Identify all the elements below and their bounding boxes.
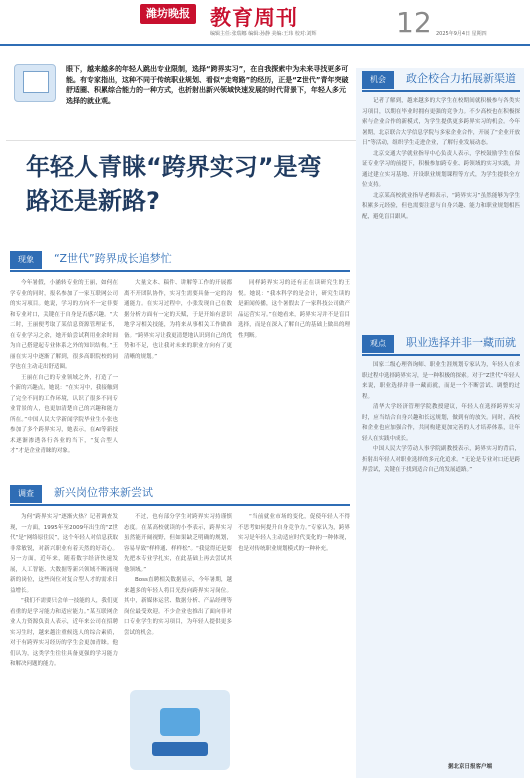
paragraph: 国家二级心理咨询师、职业生涯规划专家认为，年轻人在求职过程中选择跨界实习，是一种积极的探索。对于“Z世代”年轻人来说，职业选择并非一藏而就，而是一个不断尝试、调整的过程。 [362, 362, 520, 400]
column-text [124, 278, 232, 446]
section-title: 教育周刊 [210, 6, 298, 30]
paragraph: 不过，也有部分学生对跨界实习持谨慎态度。在某高校就读的小李表示，跨界实习虽然能开阔视野，但如果缺乏明确的规划，容易导致“样样通、样样松”。“我觉得还是要先把本专业学扎实，在此基础上再去尝试其他领域。” [124, 514, 232, 573]
section-header-viewpoint [362, 334, 516, 352]
column-text [238, 278, 350, 446]
section-rule [10, 504, 350, 506]
column-text [238, 512, 350, 774]
paragraph: 今年暑假，小涵转专业的王丽，如何在学专业的同时，报名参加了一家互联网公司的实习项目。她说，学习的方向不一定非要和专业对口，关键在于自身是否感兴趣。“大二时，王丽便考取了某信息资源管理证书，在专业学习之余，她开始尝试利用业余时间为自己搭建起专业体系之外的知识结构。”王丽在实习中逐渐了解到，很多高职院校的同学也在主动走出舒适圈。 [10, 280, 118, 370]
source-credit: 据北京日报客户端 [448, 764, 493, 770]
newspaper-logo: 潍坊晚报 [140, 4, 196, 24]
intro-block [6, 56, 356, 136]
section-tag: 机会 [362, 71, 394, 89]
page-number: 12 [396, 6, 432, 39]
paragraph: 为何“跨界实习”逐渐火热？记者调查发现，一方面，1995年至2009年出生的“Z世代”是“网络原住民”，这个年轻人对信息获取非常敏锐，对新兴职业有着天然的好奇心。另一方面，近年来，随着数字经济快速发展，人工智能、大数据等新兴领域不断涌现新的岗位，这些岗位对复合型人才的需求日益增长。 [10, 514, 118, 594]
people-illustration-icon [130, 690, 230, 770]
masthead [0, 0, 530, 46]
illustration [130, 690, 230, 770]
paragraph: 大量文本、稿件、讲解等工作的开展都离不开团队协作，实习生需要具备一定的沟通能力。在实习过程中，小张发现自己在数据分析方面有一定的天赋，于是开始有意识地学习相关技能，为将来从事相关工作做准备。“跨界实习让我更清楚地认识到自己的优势和不足，也让我对未来的职业方向有了更清晰的规划。” [124, 280, 232, 360]
divider [6, 140, 356, 141]
document-illustration-icon [14, 64, 56, 102]
editor-meta: 编辑主任:张瑞娜 编辑:孙静 美编:王玮 校对:刘辉 [210, 31, 317, 37]
intro-text: 眼下，越来越多的年轻人跳出专业限制，选择“跨界实习”，在自我探索中为未来寻找更多可能。有专家指出，这种不同于传统职业规划、看似“走弯路”的经历，正是“Z世代”青年突破舒适圈、积累综合能力的一种方式，也折射出新兴领域快速发展的时代背景下，年轻人多元选择的就业观。 [66, 65, 349, 105]
paragraph: 清华大学经济管理学院教授建议，年轻人在选择跨界实习时，应当结合自身兴趣和长远规划，做到有的放矢。同时，高校和企业也应加强合作，共同构建更加完善的人才培养体系，让年轻人在实践中成长。 [362, 404, 520, 442]
column-text [10, 278, 118, 454]
column-text [124, 512, 232, 687]
paragraph: 中国人民大学劳动人事学院副教授表示，跨界实习的背后，折射出年轻人对职业选择的多元化追求。“无论是专业对口还是跨界尝试，关键在于找到适合自己的发展道路。” [362, 446, 520, 473]
section-tag: 观点 [362, 335, 394, 353]
section-title-survey: 新兴岗位带来新尝试 [54, 486, 153, 499]
paragraph: 北京交通大学就业指导中心负责人表示，学校鼓励学生在保证专业学习的前提下，积极参加跨专业、跨领域的实习实践，并通过建立实习基地、开设职业规划课程等方式，为学生提供全方位支持。 [362, 150, 520, 188]
section-tag: 现象 [10, 251, 42, 269]
section-rule [362, 90, 520, 92]
section-title-phenomenon: “Z世代”跨界成长追梦忙 [54, 252, 172, 265]
section-rule [10, 270, 350, 272]
section-title-opportunity: 政企校合力拓展新渠道 [406, 72, 516, 85]
section-header-phenomenon [10, 250, 172, 268]
column-text [10, 512, 118, 774]
section-tag: 调查 [10, 485, 42, 503]
paragraph: 北京某高校就业指导老师表示，“跨界实习”虽然能够为学生积累多元经验，但也需要注意与自身兴趣、能力和职业规划相匹配，避免盲目跟风。 [362, 192, 520, 220]
paragraph: “当前就业市场的变化，促使年轻人不得不思考如何提升自身竞争力。”专家认为，跨界实习是年轻人主动适应时代变化的一种体现，也是对传统职业规划模式的一种补充。 [238, 514, 350, 552]
issue-date: 2025年9月4日 星期四 [436, 31, 487, 37]
section-header-opportunity [362, 70, 516, 88]
section-header-survey [10, 484, 153, 502]
paragraph: 同样跨界实习的还有正在读研究生的王悦。她说：“我本科学的是会计，研究生读的是新闻传播，这个暑假去了一家科技公司做产品运营实习。”在她看来，跨界实习并不是盲目选择，而是在深入了解自己的基础上做出的理性判断。 [238, 280, 350, 339]
paragraph: Boss直聘相关数据显示，今年暑期，越来越多的年轻人将目光投向跨界实习岗位。其中，新媒体运营、数据分析、产品经理等岗位最受欢迎。不少企业也推出了面向非对口专业学生的实习项目，为年轻人提供更多尝试的机会。 [124, 577, 232, 636]
paragraph: 记者了解到，越来越多的大学生在校期间就积极参与各类实习项目，以期在毕业时拥有更强的竞争力。不少高校也在积极探索与企业合作的新模式，为学生提供更多跨界实习的机会。今年暑期，北京联合大学信息学院与多家企业合作，开展了“企业开放日”等活动，组织学生走进企业，了解行业发展动态。 [362, 98, 520, 146]
headline: 年轻人青睐“跨界实习”是弯路还是新路? [26, 153, 322, 215]
paragraph: 王丽在自己的专业领域之外，打造了一个新的兴趣点，她说：“在实习中，我接触到了完全不同的工作环境，认识了很多不同专业背景的人，也更加清楚自己的兴趣和能力所在。”中国人民大学新闻学院毕业生小张也参加了多个跨界实习，她表示，在AI等新技术逐渐渗透各行各业的当下，“复合型人才”才是企业青睐的对象。 [10, 374, 118, 454]
paragraph: “我们不需要只会单一技能的人，我们更看重的是学习能力和适应能力。”某互联网企业人力资源负责人表示，近年来公司在招聘实习生时，越来越注重候选人的综合素质，对于有跨界实习经历的学生会更加青睐。他们认为，这类学生往往具备更强的学习能力和解决问题的能力。 [10, 598, 118, 667]
column-text [362, 360, 520, 756]
section-title-viewpoint: 职业选择并非一藏而就 [406, 336, 516, 349]
column-text [362, 96, 520, 326]
section-rule [362, 354, 520, 356]
